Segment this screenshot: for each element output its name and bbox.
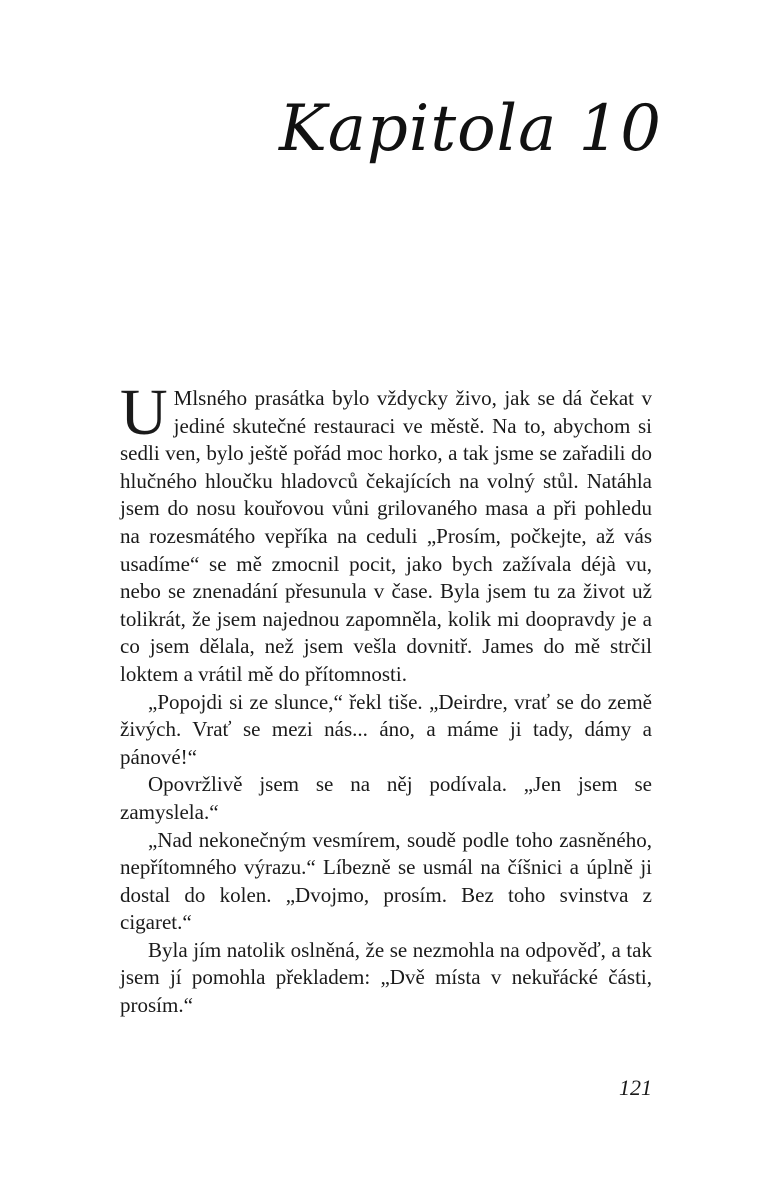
chapter-body xyxy=(120,376,652,1020)
drop-cap: U xyxy=(120,376,168,449)
paragraph-1-text: Mlsného prasátka bylo vždycky živo, jak se dá čekat v jediné skutečné restauraci ve městě. Na to, abychom si sedli ven, bylo ještě pořád moc horko, a tak jsme se zařadili do hlučného hloučku hladovců čekajících na volný stůl. Natáhla jsem do nosu kouřovou vůni grilovaného masa a při pohledu na rozesmátého vepříka na ceduli „Prosím, počkejte, až vás usadíme“ se mě zmocnil pocit, jako bych zažívala déjà vu, nebo se znenadání přesunula v čase. Byla jsem tu za život už tolikrát, že jsem najednou zapomněla, kolik mi doopravdy je a co jsem dělala, než jsem vešla dovnitř. James do mě strčil loktem a vrátil mě do přítomnosti. xyxy=(120,386,652,686)
paragraph-4: „Nad nekonečným vesmírem, soudě podle toho zasněného, nepřítomného výrazu.“ Líbezně se usmál na číšnici a úplně ji dostal do kolen. „Dvojmo, prosím. Bez toho svinstva z cigaret.“ xyxy=(120,827,652,935)
paragraph-1 xyxy=(120,376,652,689)
paragraph-3: Opovržlivě jsem se na něj podívala. „Jen jsem se zamyslela.“ xyxy=(120,772,652,824)
paragraph-2: „Popojdi si ze slunce,“ řekl tiše. „Deirdre, vrať se do země živých. Vrať se mezi nás... áno, a máme ji tady, dámy a pánové!“ xyxy=(120,689,652,769)
page-number: 121 xyxy=(619,1075,652,1100)
chapter-title: Kapitola 10 xyxy=(278,92,662,166)
paragraph-5: Byla jím natolik oslněná, že se nezmohla na odpověď, a tak jsem jí pomohla překladem: „Dvě místa v nekuřácké části, prosím.“ xyxy=(120,937,652,1018)
